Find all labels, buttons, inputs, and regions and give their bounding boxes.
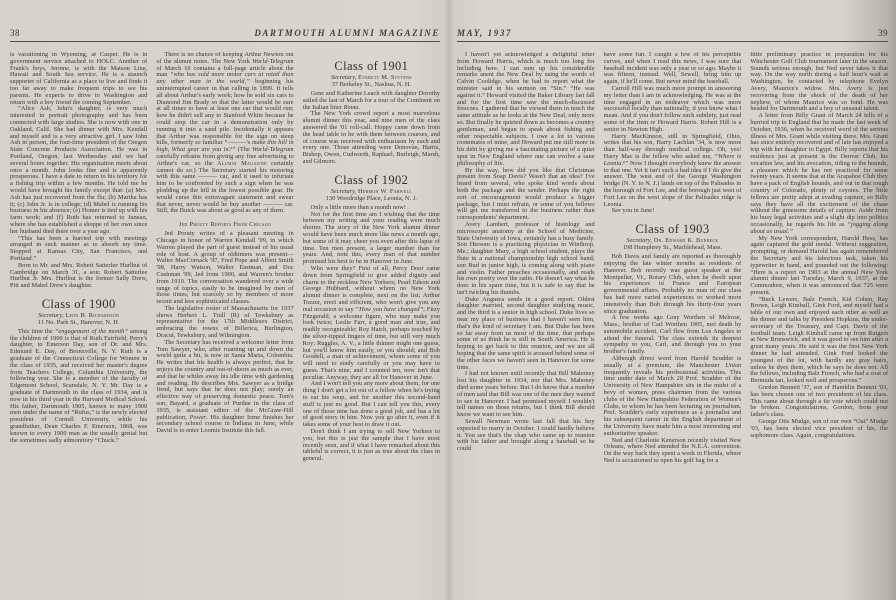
paragraph: Who were they? First of all, Percy Door came down from Springfield to give added dignity and charm to the reckless New Yorkers; Pearl Edson and George Hubbard, without whom no New York alumni dinner is complete, next on the list; Arthur Tozzer, erect and efficient, who won't give you any real occasion to say “How you have changed”; Fitzy Fitzgerald, a welcome figure, who may make you look twice; Leslie Farr, a good man and true, and readily recognizable; Roy Hatch, perhaps touched by the silver-tipped fingers of time, but still very much Roy; Ruggles, A. V., a little thinner might one guess, but you'll know him easily, or you should; and Bob Goodell, a man of achievement, whom some of you will need to study carefully or you may have to guess. That's nine, and I counted ten, now isn't that peculiar. Anyway, they are all for Hanover in June. [302, 264, 440, 381]
paragraph: See you in June! [611, 207, 655, 215]
paragraph: Avery Lambert, professor of histology and microscopic anatomy at the School of Medicine, State University of Iowa, certainly has a busy family. Son Hersom is a practising physician in Winthrop, Me.; daughter Mary, a high school student, plays the flute in a national championship high school band; son Bud in junior high, is coming along with piano and violin. Father preaches occasionally, and reads his own poetry over the radio. He doesn't say what he does in his spare time, but it is safe to say that he isn't twirling his thumbs. [457, 220, 595, 296]
paragraph: A letter from Billy Grant of March 24 tells of a hurried trip to England that he made the last week of October, 1936, when he received word of the serious illness of Mrs. Grant while visiting there. Mrs. Grant has since entirely recovered and of late has enjoyed a trip with her daughter to Egypt. Billy reports that his residence just at present is the Denver Club, his vocation law, and his avocation, riding to the hounds, a pleasure which he has not practiced for some twenty years. It seems that at the Arapahoe Club they have a pack of English hounds, and out in that rough country of Colorado, plenty of coyotes. The little fellows are pretty adept at evading capture, so Billy says they have all the excitement of the chase without the gruesome details of capture. Aside from his busy legal activities and a slight dip into politics occasionally, he regards his life as “jogging along about as usual.” [750, 112, 888, 235]
paragraph: The Secretary has received a welcome letter from Tom Sawyer, who, after roaming up and down the world quite a bit, is now in Santa Marta, Colombia. He writes that his health is always perfect, that he enjoys the country and out-of-doors as much as ever, and that he whiles away his idle time with gardening and reading. He describes Mrs. Sawyer as a bridge fiend, but says that he does not play; surely an effective way of preserving domestic peace. Tom's son, Bayard, a graduate of Purdue in the class of 1935, is assistant editor of the McGraw-Hill publication, Power. His daughter Irene finishes her secondary school course in Indiana in June, while David is to enter Loomis Institute this fall. [156, 338, 294, 435]
paragraph: The New York crowd report a most marvelous alumni dinner this year, and nine men of the class answered the '01 roll-call. Hoppy came down from the head table to be with them between courses, and of course was received with enthusiasm by each and every one. Those attending were Donovan, Harris, Bishop, Owen, Cudworth, Raphael, Burleigh, Marsh, and Gilmore. [302, 110, 440, 165]
class-heading: Class of 1902 [334, 172, 409, 187]
secretary-line: 130 Woodridge Place, Leonia, N. J. [325, 194, 417, 202]
paragraph: Ned and Charlotte Kenerson recently visited New Orleans, where Ned attended the N.E.A. convention. On the way back they spent a week in Florida, where Ned is accustomed to open his golf bag for a [603, 436, 742, 465]
section-subheading: Jed Prouty Reports From Chicago [178, 221, 272, 229]
secretary-line: 198 Humphrey St., Marblehead, Mass. [622, 244, 723, 252]
secretary-line: 11 No. Park St., Hanover, N. H. [37, 318, 120, 326]
class-heading: Class of 1903 [635, 222, 710, 237]
text-column [457, 52, 595, 576]
paragraph: Although direct word from Harold Scudder is usually at a premium, the Manchester Union frequently reveals his professional activities. This time under date of March 20 Prof. Scudder of the University of New Hampshire sits in the midst of a bevy of women, press chairmen from the various clubs of the New Hampshire Federation of Women's Clubs, to whom he has been lecturing on journalism. Prof. Scudder's early experience as a journalist and his subsequent career in the English department of the University have made him a most interesting and authoritative speaker. [603, 355, 742, 437]
paragraph: “Alice Ash, John's daughter, is very much interested in portrait photography and has been connected with large studios. She is now with one in Oakland, Calif. She had dinner with Mrs. Kendall and myself and is a very attractive girl. I saw John Ash in person, the four-time president of the Oregon State Concrete Products Association. He was in Portland, Oregon, last Wednesday and we had several hours together. His organization meets about once a month. John looks fine and is apparently prosperous. I have a date to return to his territory for a fishing trip within a few months. He told me he would have brought his family except that: (a) Mrs. Ash has just recovered from the flu; (b) Martha has it; (c) John Jr. is in college; (d) Mabel is running his business in his absence; (e) Homer is tied up with his farm work; and (f) Ruth has returned to Juneau, where she has established a shoppe of her own since her husband died there over a year ago. [10, 105, 148, 235]
paragraph: Sewall Newman wrote last fall that his boy expected to marry in October. I could hardly believe it. You see that's the chap who came up to reunion with his father and brought along a baseball so he could [457, 418, 595, 453]
paragraph: There is no chance of keeping Arthur Newton out of the alumni notes. The New York World-Telegram of March 10 contains a full-page article about the man “who has sold more motor cars at retail than any other man in the world,” beginning his uninterrupted career in that calling in 1899. It tells all about Arthur's early work; how he sold six cars to Diamond Jim Brady so that the latter would be sure at all times to have at least one car that would run; how he didn't sell any to Stanford White because he could stop the car in a demonstration only by running it into a sand pile. Incidentally it appears that Arthur was responsible for the sign on steep hills, formerly so familiar “———'s make this hill in high, What gear are you in?” (The World-Telegram carefully refrains from giving any free advertising to Arthur's car, so the Alumni Magazine certainly cannot do so.) The Secretary started his motoring with this same ——— car, and it used to infuriate him to be confronted by such a sign when he was plodding up the hill in the lowest possible gear. He would curse this extravagant statement and swear that never, never would he buy another ——— car. Still, the Buick was about as good as any of them. [156, 52, 294, 215]
secretary-address [303, 188, 440, 202]
paragraph: Gordon Bennett '37, son of Hamblin Bennett '03, has been chosen one of two presidents of his class. This came about through a tie vote which could not be broken. Congratulations, Gordon, from your father's class. [750, 384, 888, 419]
secretary-line: Secretary, Everett M. Stevens [330, 74, 412, 81]
paragraph: Don't think I am trying to sell New Yorkers to you, but this is just the sample that I have most recently seen, and if what I have remarked about this tableful is correct, it is just as true about the class in general. [302, 428, 440, 463]
text-column [303, 52, 440, 576]
class-heading: Class of 1901 [334, 59, 409, 73]
secretary-address [10, 312, 147, 326]
paragraph: A few weeks ago Gray Worthen of Melrose, Mass., brother of Carl Worthen 1905, met death by automobile accident. Carl flew from Los Angeles to attend the funeral. The class extends its deepest sympathy to you, Carl, and through you to your brother's family. [603, 314, 742, 356]
paragraph: Duke Anguera sends in a good report. Oldest daughter married, second daughter studying music, and the third is a senior in high school. Duke lives so near my place of business that I haven't seen him, that's the kind of secretary I am. But Duke has been so far away from us most of the time, that perhaps some of us think he is still in South America. He is hoping to get back to this reunion, and we are all hoping that the same spirit is aroused behind some of the other faces we haven't seen in Hanover for some time. [457, 295, 595, 371]
running-title: DARTMOUTH ALUMNI MAGAZINE [254, 28, 440, 38]
paragraph: Harry MacKinnon, still in Springfield, Ohio, writes that his son, Harry Lachlan '34, is now more than half-way through medical college. Oh, yes! Harry Mac is the fellow who asked me, “Where is Leonia?” Now I thought everybody knew the answer to that one. Yet it isn't such a bad idea if I do give the answer. The west end of the George Washington bridge (N. Y. to N. J.) lands on top of the Palisades in the borough of Fort Lee, and the borough just west of Fort Lee on the west slope of the Palisades ridge is Leonia. [603, 132, 742, 208]
paragraph: By the way, how did you like that Christmas present from Soap Davis? Wasn't that an idea? I've heard from several, who spoke kind words about both the package and the sender. Perhaps the right sort of encouragement would produce a bigger package, but I must refrain, or some of you fellows will get me transferred to the business rather than correspondents' department. [457, 166, 595, 222]
issue-date: MAY, 1937 [457, 28, 513, 38]
secretary-line: Secretary, Hermon W. Farwell [330, 187, 412, 195]
secretary-line: Secretary, Leon B. Richardson [38, 311, 120, 319]
secretary-address [604, 237, 742, 251]
paragraph: Gene and Katherine Leach with daughter Dorothy sailed the last of March for a tour of the Continent on the Italian liner Roma. [302, 90, 440, 111]
paragraph: Bob Davis and family are reported as thoroughly enjoying the late winter months as residents of Hanover. Bob recently was guest speaker at the Montpelier, Vt., Rotary Club, when he dwelt upon his experiences in France and European governmental affairs. Probably no man of our class has had more varied experiences or worked more intensively than Bob through his thirty-four years since graduation. [603, 253, 742, 315]
paragraph: Born to Mr. and Mrs. Robert Satterlee Hurlbut of Cambridge on March 31, a son: Robert Satterlee Hurlbut Jr. Mrs. Hurlbut is the former Sally Drew, Pitt and Mabel Drew's daughter. [10, 261, 148, 290]
paragraph: Jed Prouty writes of a pleasant meeting in Chicago in honor of Warren Kendall '99, in which Warren played the part of guest instead of his usual role of host. A group of oldtimers was present—Walter MacCornack '97, Fred Pope and Albert Smith '98, Harry Watson, Walter Eastman, and Doc Cushman '99, Jed from 1900, and Warren's brother from 1910. The conversation wandered over a wide range of topics, easily to be imagined by men of those times, but scarcely so by members of more recent and less sophisticated classes. [156, 230, 294, 306]
text-column [156, 52, 293, 576]
text-column [10, 52, 147, 576]
paragraph: Carroll Hill was much more prompt in answering my letter than I am in acknowledging. He was at the time engaged in an endeavor which was more successful locally than nationally, if you know what I mean. And if you don't follow such subtlety, just read some of the item re Howard Harris. Robert Hill is a senior in Newton High. [603, 84, 742, 133]
paragraph: I haven't yet acknowledged a delightful letter from Howard Harris, which is much too long for including here. I can sum up his considerable remarks anent the New Deal by using the words of Calvin Coolidge, when he had to report what the minister said in his sermon on “Sin.” “He was against it.” Howard visited the Baker Library last fall and for the first time saw the much-discussed frescoes. I gathered that he viewed them in much the same attitude as he looks at the New Deal, only more so. But finally he quieted down as becomes a country gentleman, and began to speak about fishing and other respectable subjects. I owe a lot to various roommates of mine, and Howard put me still more in his debt by giving me a fascinating picture of a quiet spot in New England where one can evolve a sane philosophy of life. [457, 52, 595, 167]
page-number-right: 39 [878, 28, 888, 38]
paragraph: This time the “engagement of the month” among the children of 1900 is that of Ruth Fairfield, Perry's daughter, to Emerson Day, son of Dr. and Mrs. Edmund E. Day, of Bronxville, N. Y. Ruth is a graduate of the Connecticut College for Women in the class of 1935, and received her master's degree from Teachers College, Columbia University, the following year. She is a member of the faculty of Edgemont School, Scarsdale, N. Y. Mr. Day is a graduate of Dartmouth in the class of 1934, and is now in his third year in the Harvard Medical School. His father, Dartmouth 1905, known to many 1900 men under the name of “Rufus,” is the newly elected president of Cornell University, while his grandfather, Dean Charles F. Emerson, 1868, was known to every 1900 man as the usually genial but the sometimes sadly admonitory “Chuck.” [10, 327, 148, 444]
secretary-line: Secretary, Dr. Edward K. Burbeck [626, 237, 719, 245]
paragraph: is vacationing in Wyoming, at Casper. He is in government service attached to HOLC. Another of Frank's boys, Jerome, is with the Matson Line, Hawaii and South Sea service. He is a staunch supporter of California as a place to live and finds it too far away to make frequent trips to see his parents. He expects to drive to Washington and return with a boy friend the coming September. [10, 52, 148, 106]
paragraph: The legislative roster of Massachusetts for 1937 shows Herbert L. Trull (R) of Tewksbury as representative for the 17th Middlesex District, embracing the towns of Billerica, Burlington, Dracut, Tewksbury, and Wilmington. [156, 304, 294, 340]
paragraph: have some fun. I caught a few of his perceptible curves, and when I read this news, I was sure that baseball incident was only a year or so ago. Maybe it was fifteen, instead. Well, Sewell, bring him up again, if he'll come. But never mind the baseball. [603, 52, 742, 86]
paragraph: George Otis Mudge, son of our own “Oat” Mudge '03, has been elected vice president of his, the sophomore class. Again, congratulations. [750, 418, 888, 439]
page-39-columns [457, 52, 888, 576]
secretary-address [303, 74, 440, 88]
secretary-line: 37 Berkeley St., Nashua, N. H. [331, 81, 412, 88]
paragraph: little preliminary practice in preparation for his Winchester Golf Club tournament later in the season. Sounds serious enough, but Ned never takes it that way. On the way north during a half hour's wait at Washington, he contacted by telephone Evelyn Avery, Maurice's widow. Mrs. Avery is just recovering from the shock of the death of her nephew, of whom Maurice was so fond. He was headed for Dartmouth and a boy of unusual talent. [750, 52, 888, 113]
paragraph: “This has been a hurried trip with meetings arranged in such manner as to absorb my time. Stopped at Kansas City, San Francisco, and Portland.” [10, 234, 148, 262]
text-column [750, 52, 888, 576]
paragraph: I had not known until recently that Bill Mahoney lost his daughter in 1934, nor that Mrs. Mahoney died some years before. But I do know that a number of men said that Bill was one of the men they wanted to see in Hanover. I had promised myself I wouldn't tell names on those returns, but I think Bill should know we want to see him. [457, 370, 595, 419]
page-39-header [457, 28, 888, 42]
page-38-header [10, 28, 440, 42]
paragraph: Only a little more than a month now! [310, 203, 407, 211]
paragraph: And I won't tell you any more about them, for one thing I don't get a lot out of a fellow when he's trying to eat his soup, and for another this second-hand stuff is just no good. But I can tell you this, every one of those nine has done a good job, and has a lot of good story in him. Now you go after it, even if it takes some of your best to draw it out. [302, 380, 440, 429]
paragraph: “Buck Lewers, Balz French, Kid Cohen, Ray Brown, Leigh Kimball, Gink Ford, and myself had a table of our own and enjoyed each other as well as the dinner and talks by President Hopkins, the under-secretary of the Treasury, and Capt. Davis of the football team. Leigh Kimball came up from Rutgers at New Brunswick, and it was good to see him after a great many years. He said it was the first New York dinner he had attended. Gink Ford looked the youngest of the lot, with hardly any gray hairs, unless he dyes them, which he says he does not. All the fellows, including Balz French, who had a coat of Bermuda tan, looked well and prosperous.” [750, 295, 888, 385]
page-38-columns [10, 52, 440, 576]
paragraph: My New York correspondent, Harold Hess, has again captured the gold medal. Without suggestion, prompting, or demand Harold has again remembered the Secretary and his laborious task, taken his typewriter in hand, and pounded out the following: “Here is a report on 1903 at the annual New York alumni dinner last Tuesday, March 9, 1937, at the Commodore, when it was announced that 725 were present. [750, 234, 888, 296]
page-number-left: 38 [10, 28, 20, 38]
text-column [604, 52, 742, 576]
class-heading: Class of 1900 [41, 296, 116, 311]
page-39 [448, 0, 896, 600]
paragraph: Not for the first time am I wishing that the time between my writing and your reading were much shorter. The story of the New York alumni dinner would have been much more like news a month ago, but some of it may cheer you even after this lapse of time. Ten men present, a larger number than for years. And, note this, every man of that number promised his best to be in Hanover in June. [302, 210, 440, 266]
